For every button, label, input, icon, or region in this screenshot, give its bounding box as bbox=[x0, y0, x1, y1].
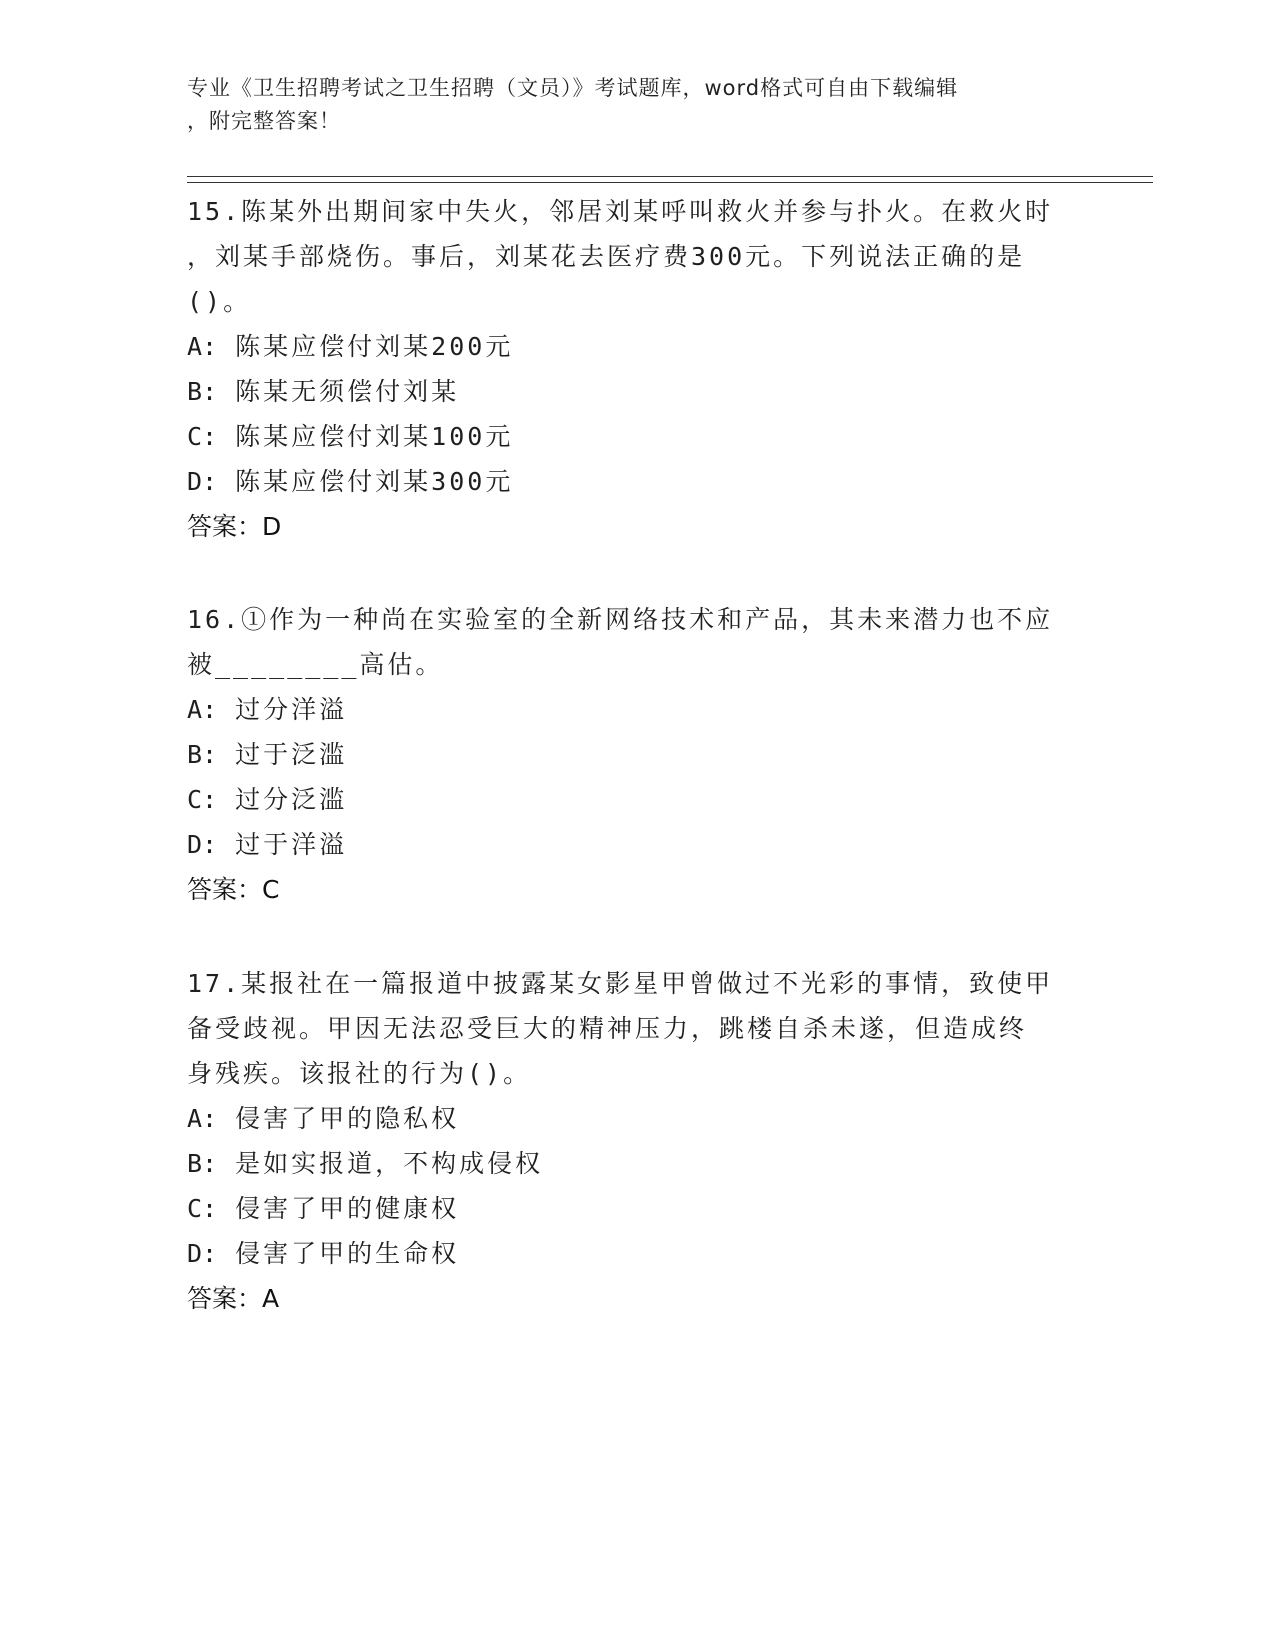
option-text: 过分洋溢 bbox=[235, 695, 348, 724]
option-text: 陈某应偿付刘某100元 bbox=[235, 422, 514, 451]
question-stem-line: 身残疾。该报社的行为()。 bbox=[187, 1059, 532, 1088]
option-text: 是如实报道，不构成侵权 bbox=[235, 1149, 544, 1178]
option-key: B: bbox=[187, 740, 218, 769]
header-divider-top bbox=[187, 176, 1153, 177]
option-text: 侵害了甲的健康权 bbox=[235, 1194, 460, 1223]
question-stem-line: ()。 bbox=[187, 287, 252, 316]
option-b bbox=[187, 369, 1067, 414]
option-text: 陈某应偿付刘某200元 bbox=[235, 332, 514, 361]
option-text: 陈某无须偿付刘某 bbox=[235, 377, 460, 406]
option-a bbox=[187, 324, 1067, 369]
question-stem-line: 备受歧视。甲因无法忍受巨大的精神压力，跳楼自杀未遂，但造成终 bbox=[187, 1014, 1028, 1043]
option-key: A: bbox=[187, 1104, 218, 1133]
option-key: D: bbox=[187, 830, 218, 859]
question-stem-line: 15.陈某外出期间家中失火，邻居刘某呼叫救火并参与扑火。在救火时 bbox=[187, 197, 1054, 226]
option-text: 过于洋溢 bbox=[235, 830, 348, 859]
option-text: 侵害了甲的生命权 bbox=[235, 1239, 460, 1268]
question-stem-line: 16.①作为一种尚在实验室的全新网络技术和产品，其未来潜力也不应 bbox=[187, 605, 1054, 634]
question-stem-line: 17.某报社在一篇报道中披露某女影星甲曾做过不光彩的事情，致使甲 bbox=[187, 969, 1054, 998]
option-d bbox=[187, 1231, 1067, 1276]
option-b bbox=[187, 1141, 1067, 1186]
question-17 bbox=[187, 961, 1067, 1321]
option-c bbox=[187, 1186, 1067, 1231]
answer-line: 答案：C bbox=[187, 875, 280, 904]
question-16 bbox=[187, 597, 1067, 912]
question-stem-line: 被________高估。 bbox=[187, 650, 444, 679]
option-key: D: bbox=[187, 1239, 218, 1268]
option-a bbox=[187, 687, 1067, 732]
option-key: B: bbox=[187, 377, 218, 406]
option-key: B: bbox=[187, 1149, 218, 1178]
answer-line: 答案：D bbox=[187, 512, 282, 541]
question-stem-line: ，刘某手部烧伤。事后，刘某花去医疗费300元。下列说法正确的是 bbox=[187, 242, 1026, 271]
option-key: C: bbox=[187, 785, 218, 814]
answer-line: 答案：A bbox=[187, 1284, 280, 1313]
option-key: A: bbox=[187, 695, 218, 724]
option-text: 过于泛滥 bbox=[235, 740, 348, 769]
option-c bbox=[187, 777, 1067, 822]
option-key: C: bbox=[187, 422, 218, 451]
option-key: A: bbox=[187, 332, 218, 361]
option-d bbox=[187, 459, 1067, 504]
header-line-2: ，附完整答案！ bbox=[187, 109, 341, 133]
option-d bbox=[187, 822, 1067, 867]
option-key: C: bbox=[187, 1194, 218, 1223]
document-header bbox=[187, 72, 1067, 138]
option-c bbox=[187, 414, 1067, 459]
option-text: 过分泛滥 bbox=[235, 785, 348, 814]
option-a bbox=[187, 1096, 1067, 1141]
header-divider-bottom bbox=[187, 182, 1153, 183]
option-key: D: bbox=[187, 467, 218, 496]
header-line-1: 专业《卫生招聘考试之卫生招聘（文员）》考试题库，word格式可自由下载编辑 bbox=[187, 76, 959, 100]
option-text: 陈某应偿付刘某300元 bbox=[235, 467, 514, 496]
question-15 bbox=[187, 189, 1067, 549]
option-b bbox=[187, 732, 1067, 777]
option-text: 侵害了甲的隐私权 bbox=[235, 1104, 460, 1133]
